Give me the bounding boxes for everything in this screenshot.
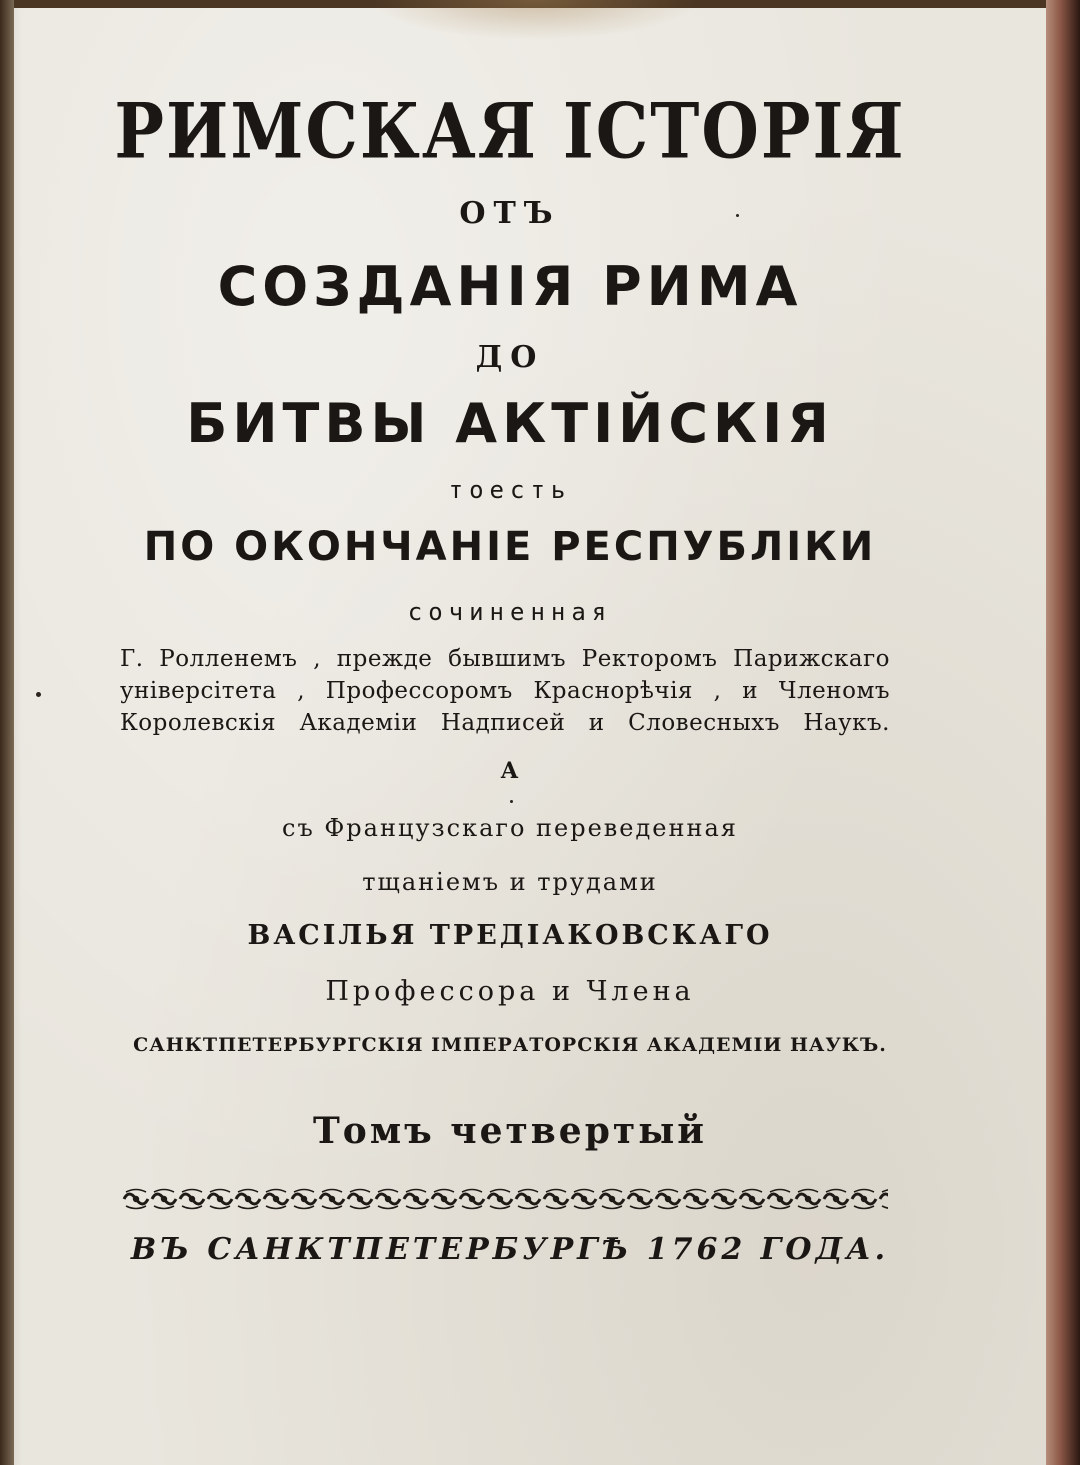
paper-stain bbox=[370, 0, 700, 40]
line-a: А bbox=[500, 758, 520, 784]
line-po-okonchanie-respubliki: ПО ОКОНЧАНІЕ РЕСПУБЛІКИ bbox=[143, 524, 877, 570]
author-line-2: універсітета , Профессоромъ Краснорѣчія , и Членомъ bbox=[120, 678, 890, 704]
line-professora: Профессора и Члена bbox=[325, 976, 695, 1007]
imprint-line: ВЪ САНКТПЕТЕРБУРГѢ 1762 ГОДА. bbox=[130, 1232, 890, 1267]
volume-label: Томъ четвертый bbox=[313, 1110, 707, 1152]
line-s-frantsuzskago: съ Французскаго переведенная bbox=[282, 814, 738, 842]
line-tshchaniem: тщаніемъ и трудами bbox=[362, 868, 658, 896]
line-ot: ОТЪ bbox=[459, 196, 561, 231]
author-line-1: Г. Ролленемъ , прежде бывшимъ Ректоромъ Парижскаго bbox=[120, 646, 890, 672]
page-right-edge bbox=[1046, 0, 1080, 1465]
translator-name: ВАСІЛЬЯ ТРЕДІАКОВСКАГО bbox=[247, 920, 773, 951]
ornament-rule bbox=[122, 1186, 888, 1212]
line-toest: тоесть bbox=[448, 476, 572, 504]
paper-speck bbox=[510, 800, 513, 803]
paper-speck bbox=[736, 214, 739, 217]
line-bitvy-aktiyskiya: БИТВЫ АКТІЙСКІЯ bbox=[186, 392, 834, 455]
line-sozdania-rima: СОЗДАНІЯ РИМА bbox=[217, 255, 803, 318]
author-line-3: Королевскія Академіи Надписей и Словесныхъ Наукъ. bbox=[120, 710, 890, 736]
paper-speck bbox=[36, 692, 41, 697]
line-sochinennaya: сочиненная bbox=[407, 598, 613, 626]
page-left-edge bbox=[0, 0, 14, 1465]
line-do: ДО bbox=[475, 340, 545, 375]
line-academy: САНКТПЕТЕРБУРГСКІЯ ІМПЕРАТОРСКІЯ АКАДЕМІИ НАУКЪ. bbox=[133, 1034, 887, 1056]
book-title: РИМСКАЯ ІСТОРІЯ bbox=[114, 86, 906, 176]
